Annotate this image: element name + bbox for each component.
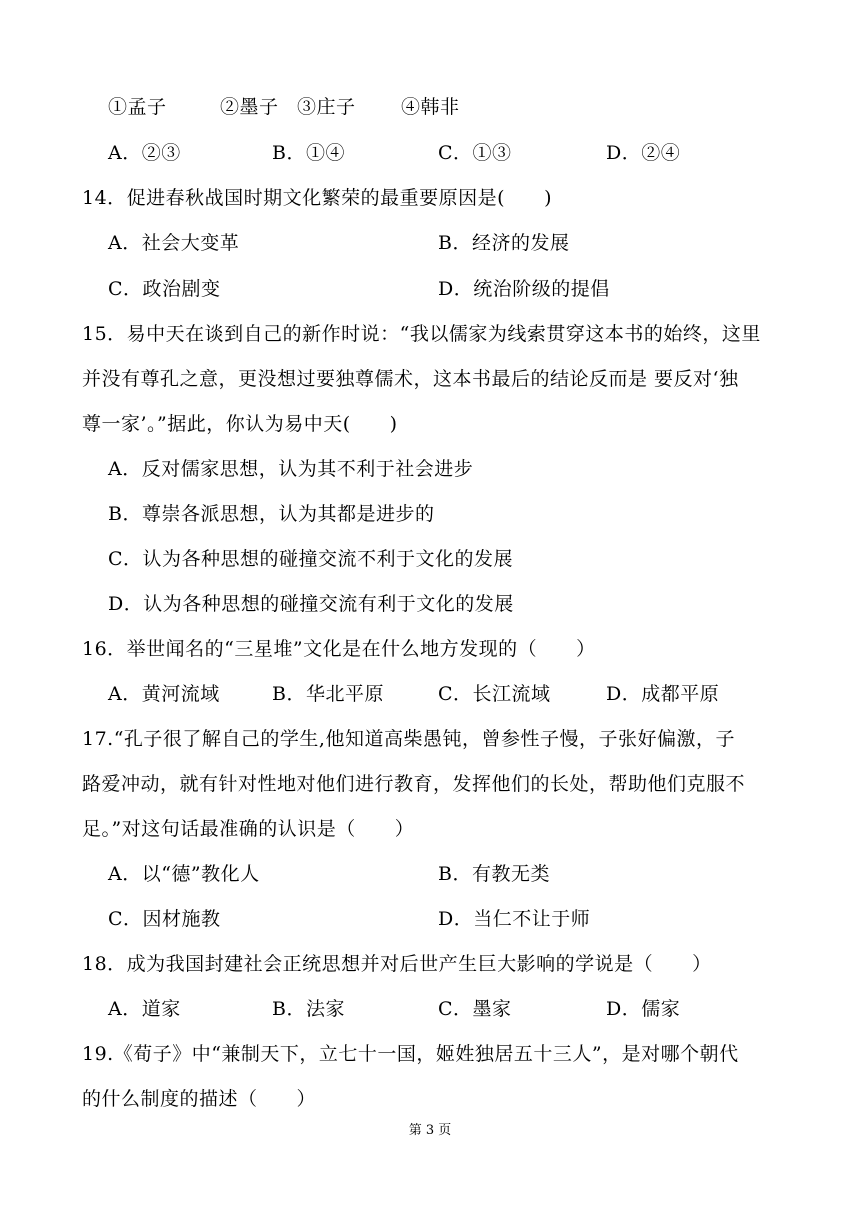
option: A．社会大变革 (108, 232, 240, 254)
page-number: 第 3 页 (408, 1123, 452, 1138)
question-text: 路爱冲动，就有针对性地对他们进行教育，发挥他们的长处，帮助他们克服不 (82, 773, 746, 795)
option: B．经济的发展 (438, 232, 570, 254)
option: C．①③ (438, 142, 512, 164)
option: D．儒家 (606, 998, 681, 1020)
option: B．法家 (272, 998, 345, 1020)
option: D．认为各种思想的碰撞交流有利于文化的发展 (108, 593, 514, 615)
option: D．当仁不让于师 (438, 908, 591, 930)
option: ④韩非 (401, 96, 460, 118)
option: B．有教无类 (438, 863, 550, 885)
option: D．统治阶级的提倡 (438, 278, 610, 300)
option: B．华北平原 (272, 683, 384, 705)
question-text: 尊一家’。”据此，你认为易中天( ) (82, 413, 398, 435)
question-text: 17.“孔子很了解自己的学生,他知道高柴愚钝，曾参性子慢，子张好偏激，子 (82, 728, 735, 750)
question-text: 19.《荀子》中“兼制天下，立七十一国，姬姓独居五十三人”，是对哪个朝代 (82, 1043, 739, 1065)
option: A．②③ (108, 142, 181, 164)
option: B．尊崇各派思想，认为其都是进步的 (108, 503, 435, 525)
question-text: 并没有尊孔之意，更没想过要独尊儒术，这本书最后的结论反而是 要反对‘独 (82, 368, 739, 390)
question-text: 14．促进春秋战国时期文化繁荣的最重要原因是( ) (82, 187, 553, 209)
option: ②墨子 (220, 96, 279, 118)
option: ①孟子 (108, 96, 167, 118)
question-text: 足。”对这句话最准确的认识是（ ） (82, 818, 415, 840)
option: D．成都平原 (606, 683, 720, 705)
question-text: 的什么制度的描述（ ） (82, 1088, 317, 1110)
option: C．政治剧变 (108, 278, 221, 300)
option: B．①④ (272, 142, 345, 164)
option: A．黄河流域 (108, 683, 220, 705)
option: C．因材施教 (108, 908, 221, 930)
option: A．以“德”教化人 (108, 863, 260, 885)
option: A．道家 (108, 998, 181, 1020)
option: C．长江流域 (438, 683, 551, 705)
question-text: 18．成为我国封建社会正统思想并对后世产生巨大影响的学说是（ ） (82, 953, 712, 975)
option: C．认为各种思想的碰撞交流不利于文化的发展 (108, 548, 514, 570)
question-text: 15．易中天在谈到自己的新作时说：“我以儒家为线索贯穿这本书的始终，这里 (82, 323, 761, 345)
option: D．②④ (606, 142, 681, 164)
question-text: 16．举世闻名的“三星堆”文化是在什么地方发现的（ ） (82, 638, 596, 660)
option: ③庄子 (297, 96, 356, 118)
option: C．墨家 (438, 998, 512, 1020)
option: A．反对儒家思想，认为其不利于社会进步 (108, 458, 474, 480)
